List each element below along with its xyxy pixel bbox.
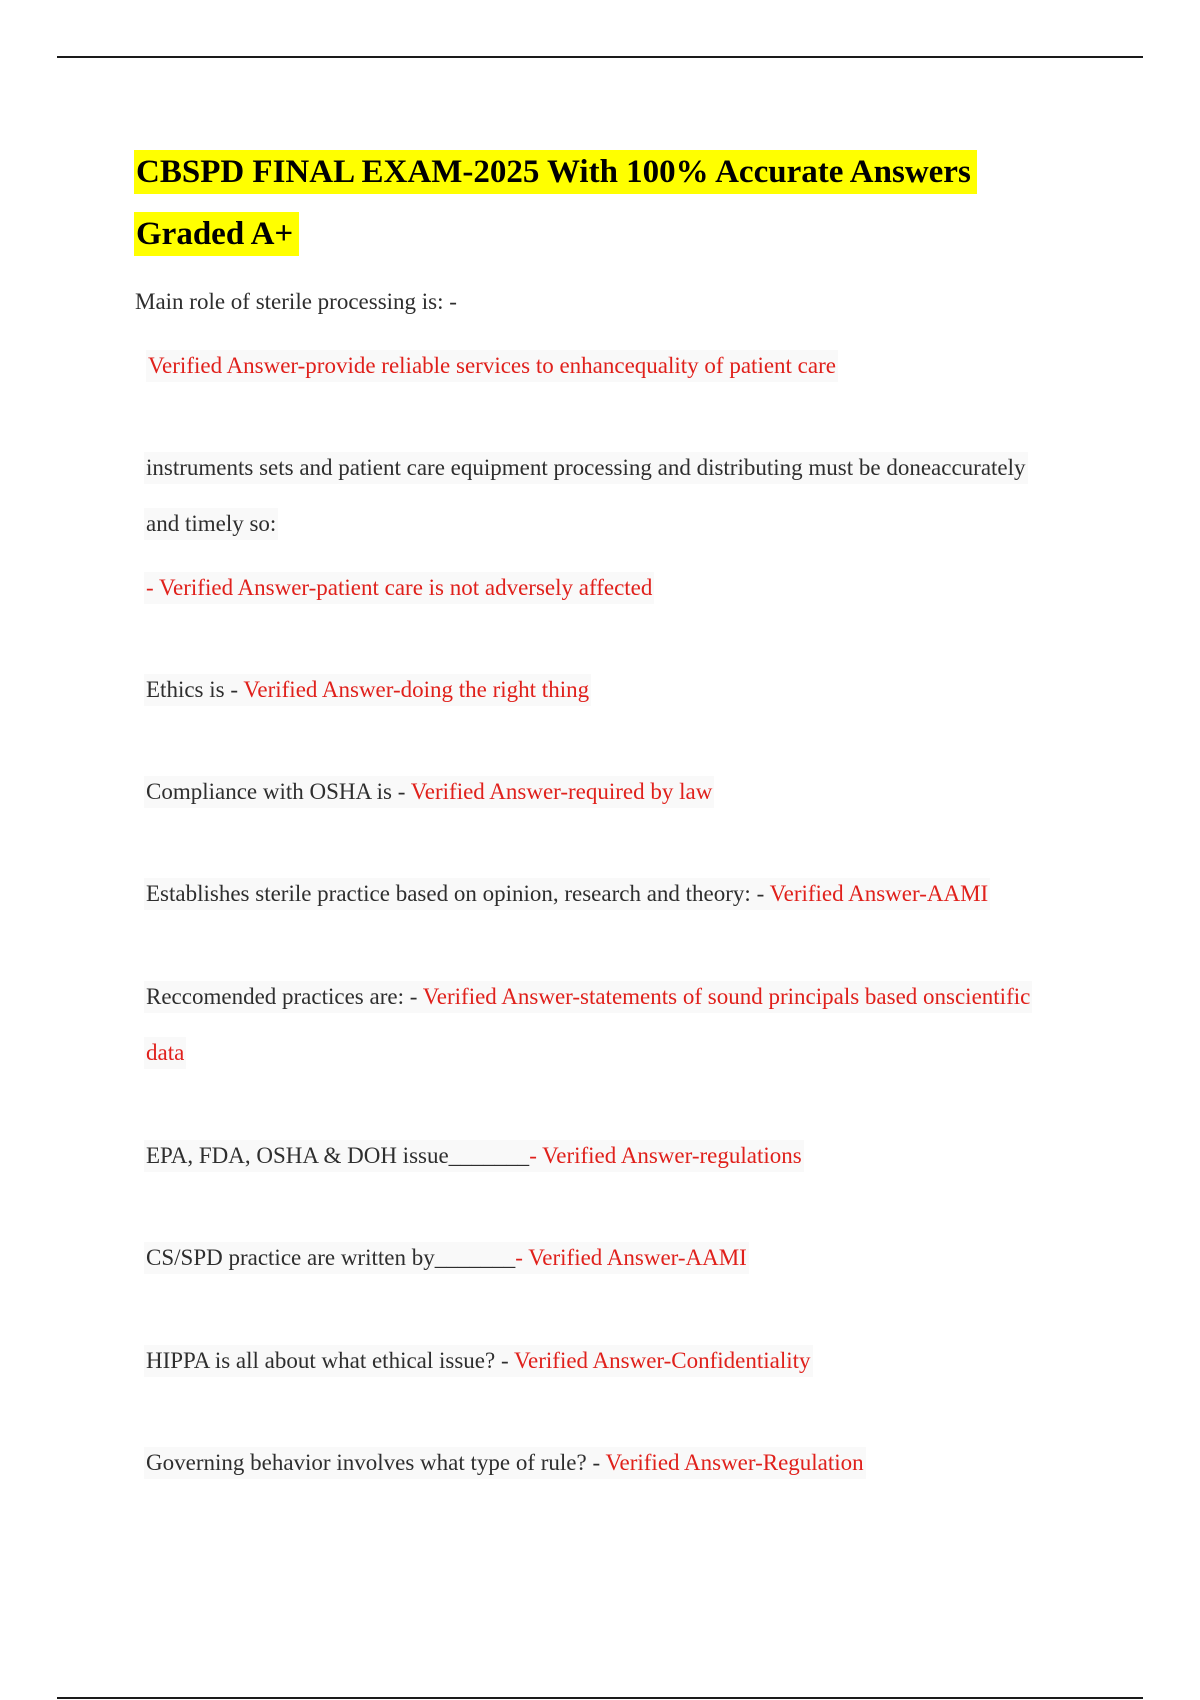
- document-title: [134, 150, 1094, 274]
- qa-3-answer: Verified Answer-doing the right thing: [243, 677, 590, 702]
- qa-4-answer: Verified Answer-required by law: [410, 779, 713, 804]
- qa-9: [144, 1345, 813, 1377]
- qa-8-question: CS/SPD practice are written by_______: [146, 1245, 516, 1270]
- top-rule: [57, 56, 1143, 58]
- qa-4-question: Compliance with OSHA is -: [146, 779, 411, 804]
- qa-2-answer: - Verified Answer-patient care is not adversely affected: [144, 572, 654, 604]
- qa-2-question-line-1: instruments sets and patient care equipment processing and distributing must be doneaccurately: [144, 452, 1028, 484]
- qa-8-answer: - Verified Answer-AAMI: [515, 1245, 747, 1270]
- qa-5-question: Establishes sterile practice based on opinion, research and theory: -: [146, 881, 770, 906]
- qa-2-question-line-2: and timely so:: [144, 508, 278, 540]
- qa-5-answer: Verified Answer-AAMI: [769, 881, 989, 906]
- bottom-rule: [57, 1697, 1143, 1699]
- qa-9-question: HIPPA is all about what ethical issue? -: [146, 1348, 514, 1373]
- qa-7-question: EPA, FDA, OSHA & DOH issue_______: [146, 1143, 530, 1168]
- qa-7-answer: - Verified Answer-regulations: [529, 1143, 802, 1168]
- qa-9-answer: Verified Answer-Confidentiality: [513, 1348, 811, 1373]
- title-line-2: Graded A+: [134, 212, 299, 256]
- qa-6-answer-line-1: Verified Answer-statements of sound principals based onscientific: [422, 984, 1031, 1009]
- qa-7: [144, 1140, 804, 1172]
- qa-5: [144, 878, 990, 910]
- qa-4: [144, 776, 714, 808]
- qa-10-answer: Verified Answer-Regulation: [605, 1450, 864, 1475]
- qa-10: [144, 1447, 866, 1479]
- qa-1-answer: Verified Answer-provide reliable services to enhancequality of patient care: [146, 350, 838, 382]
- qa-8: [144, 1242, 749, 1274]
- title-line-1: CBSPD FINAL EXAM-2025 With 100% Accurate Answers: [134, 150, 977, 194]
- qa-6-question: Reccomended practices are: -: [146, 984, 423, 1009]
- qa-10-question: Governing behavior involves what type of rule? -: [146, 1450, 606, 1475]
- qa-6-answer-line-2: data: [144, 1037, 186, 1069]
- qa-1-question: Main role of sterile processing is: -: [135, 289, 457, 314]
- qa-3: [144, 674, 591, 706]
- qa-3-question: Ethics is -: [146, 677, 244, 702]
- qa-6: [144, 981, 1032, 1013]
